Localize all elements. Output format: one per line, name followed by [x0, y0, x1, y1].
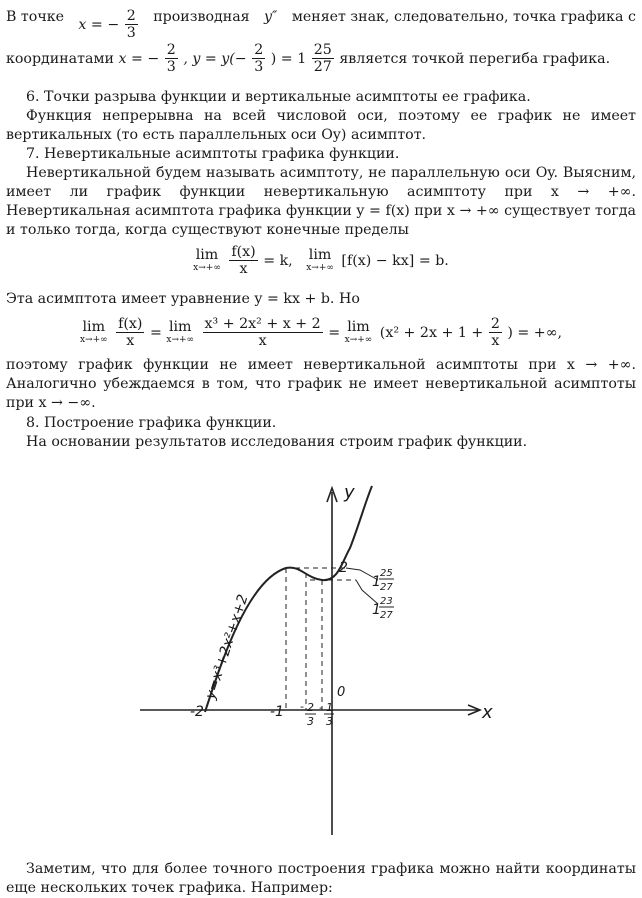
fraction-fx-over-x: $\frac{f(x)}{x}$	[231, 244, 256, 278]
svg-text:1: 1	[372, 602, 381, 618]
tick-label-minus-2: -2	[190, 704, 204, 720]
function-curve	[205, 486, 372, 712]
conclusion-paragraph: поэтому график функции не имеет невертикальной асимптоты при x → +∞. Аналогично убеждаемся в том, что график не имеет невертикальной асимптоты при x → −∞.	[6, 357, 636, 411]
svg-text:1: 1	[372, 574, 381, 590]
curve-equation-label: y=x³+2x²+x+2	[202, 592, 252, 702]
tick-label-minus-one-third	[319, 701, 334, 728]
origin-label: 0	[337, 685, 346, 700]
svg-text:3: 3	[326, 715, 333, 728]
text-fragment: производная	[153, 9, 250, 25]
y-tick-label-2: 2	[339, 560, 348, 576]
x-axis-label: x	[482, 702, 493, 723]
y-axis-label: y	[344, 482, 355, 503]
svg-text:-: -	[300, 700, 304, 713]
label-one-23-27	[372, 596, 394, 621]
svg-text:27: 27	[380, 610, 393, 621]
math-second-derivative: y″	[264, 9, 278, 25]
section-8-title: 8. Построение графика функции.	[26, 415, 277, 431]
section-7-body: Невертикальной будем называть асимптоту, не параллельную оси Oy. Выясним, имеет ли график функции невертикальную асимптоту при x → +∞. Невертикальная асимптота графика функции y = f(x) при x → +∞ существует тогда и только тогда, когда существуют конечные пределы	[6, 165, 636, 238]
section-6-body: Функция непрерывна на всей числовой оси, поэтому ее график не имеет вертикальных (то есть параллельных оси Oy) асимптот.	[6, 108, 636, 143]
limit-computation-formula: lim x→+∞ $\frac{f(x)}{x}$ = lim x→+∞ $\frac{\text{x³ + 2x² + x + 2}}{x}$ = lim x→+∞ (x² + 2x + 1 + $\frac{2}{x}$ ) = +∞,	[79, 316, 563, 350]
svg-text:2: 2	[307, 701, 314, 714]
asymptote-equation-line: Эта асимптота имеет уравнение y = kx + b. Но	[6, 291, 360, 307]
section-6-title: 6. Точки разрыва функции и вертикальные асимптоты ее графика.	[26, 89, 531, 105]
text-fragment: меняет знак, следовательно, точка графика с	[291, 9, 636, 25]
svg-text:25: 25	[380, 568, 393, 579]
limits-formula: lim x→+∞ $\frac{f(x)}{x}$ = k, lim x→+∞ [f(x) − kx] = b.	[193, 244, 449, 278]
svg-text:23: 23	[380, 596, 393, 607]
label-one-25-27	[372, 568, 394, 593]
tick-label-minus-two-thirds	[300, 700, 316, 728]
svg-text:27: 27	[380, 582, 393, 593]
fraction-two-thirds: $\frac{2}{3}$	[166, 42, 176, 76]
svg-text:-: -	[319, 701, 323, 714]
tick-label-minus-1: -1	[270, 704, 284, 720]
fraction-25-27: $\frac{25}{27}$	[313, 42, 332, 76]
svg-text:3: 3	[307, 715, 314, 728]
section-7-title: 7. Невертикальные асимптоты графика функции.	[26, 146, 400, 162]
closing-paragraph: Заметим, что для более точного построения графика можно найти координаты еще нескольких точек графика. Например:	[6, 861, 636, 896]
inflection-line-2: координатами x = − $\frac{2}{3}$ , y = y(− $\frac{2}{3}$ ) = 1 $\frac{25}{27}$ является точкой перегиба графика.	[6, 42, 611, 76]
math-x: x = −	[78, 16, 120, 33]
fraction-two-thirds: $\frac{2}{3}$	[254, 42, 264, 76]
svg-text:1: 1	[326, 701, 333, 714]
text-fragment: В точке	[6, 9, 64, 25]
section-8-body: На основании результатов исследования строим график функции.	[26, 434, 528, 450]
fraction-two-thirds: $\frac{2}{3}$	[126, 8, 136, 42]
